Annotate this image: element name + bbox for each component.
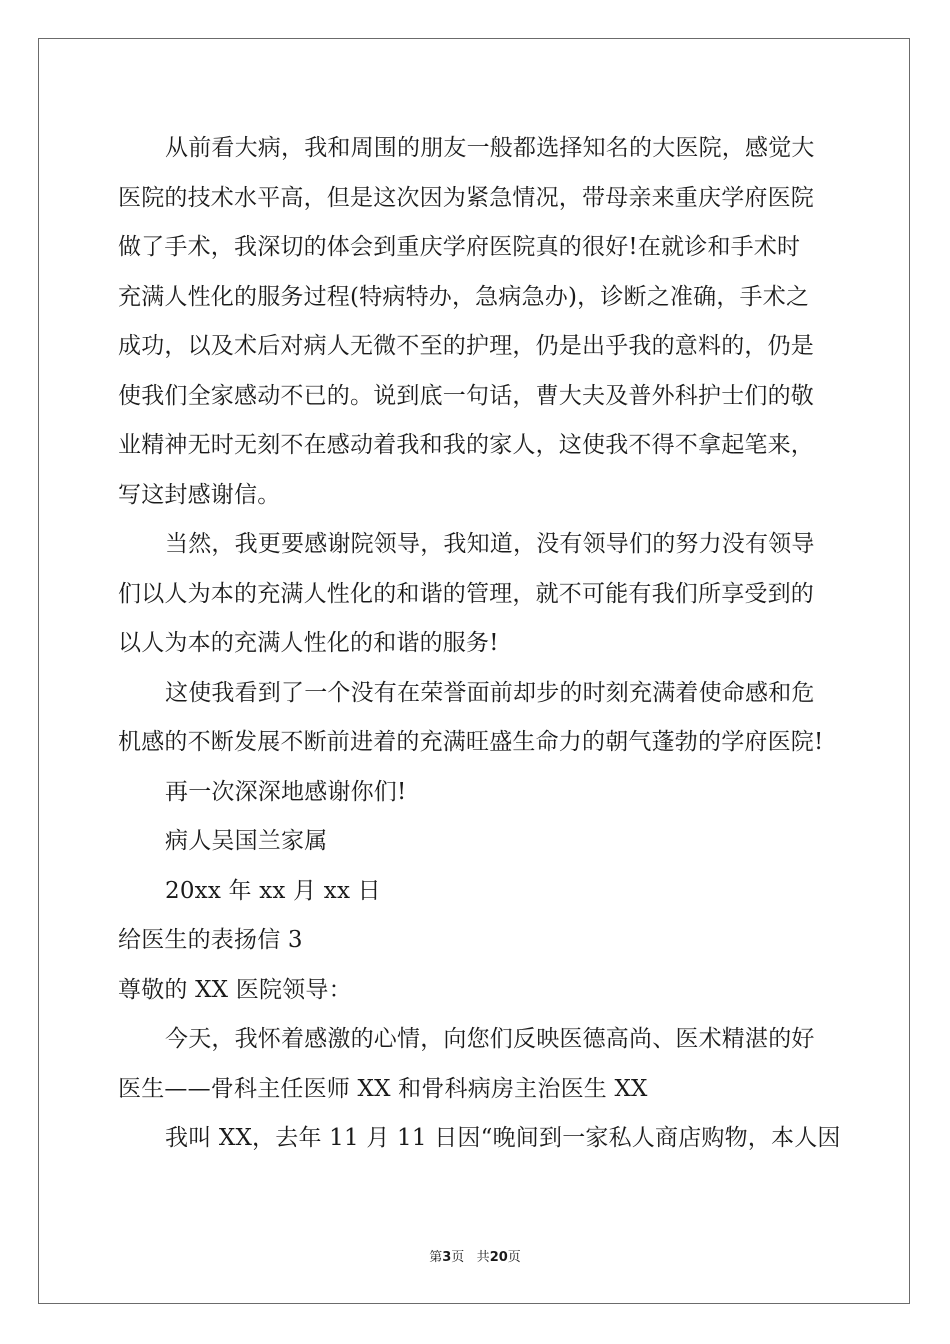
text-line: 从前看大病，我和周围的朋友一般都选择知名的大医院，感觉大 bbox=[165, 135, 815, 161]
document-body bbox=[118, 124, 841, 1164]
footer-total-prefix: 共 bbox=[476, 1250, 490, 1265]
text-line: 成功，以及术后对病人无微不至的护理，仍是出乎我的意料的，仍是 bbox=[118, 333, 814, 359]
text-line: 机感的不断发展不断前进着的充满旺盛生命力的朝气蓬勃的学府医院! bbox=[118, 729, 824, 755]
text-line: 做了手术，我深切的体会到重庆学府医院真的很好!在就诊和手术时 bbox=[118, 234, 801, 260]
text-line: 以人为本的充满人性化的和谐的服务! bbox=[118, 630, 499, 656]
text-line: 充满人性化的服务过程(特病特办，急病急办)，诊断之准确，手术之 bbox=[118, 283, 810, 310]
text-line: 今天，我怀着感激的心情，向您们反映医德高尚、医术精湛的好 bbox=[165, 1026, 815, 1052]
text-line: 写这封感谢信。 bbox=[118, 481, 281, 508]
text-line: 尊敬的 XX 医院领导： bbox=[118, 976, 352, 1003]
footer-prefix: 第 bbox=[429, 1250, 443, 1265]
text-line: 再一次深深地感谢你们! bbox=[165, 778, 407, 805]
text-line: 医生——骨科主任医师 XX 和骨科病房主治医生 XX bbox=[118, 1075, 648, 1102]
text-line: 们以人为本的充满人性化的和谐的管理，就不可能有我们所享受到的 bbox=[118, 580, 814, 607]
total-pages-number: 20 bbox=[489, 1250, 508, 1265]
text-line: 当然，我更要感谢院领导，我知道，没有领导们的努力没有领导 bbox=[165, 531, 815, 557]
text-line: 业精神无时无刻不在感动着我和我的家人，这使我不得不拿起笔来， bbox=[118, 432, 814, 458]
footer-page-unit: 页 bbox=[451, 1250, 465, 1265]
footer-total-unit: 页 bbox=[507, 1250, 521, 1265]
current-page-number: 3 bbox=[442, 1250, 452, 1265]
text-line: 20xx 年 xx 月 xx 日 bbox=[165, 877, 381, 904]
page-footer bbox=[0, 1246, 950, 1265]
text-line: 使我们全家感动不已的。说到底一句话，曹大夫及普外科护士们的敬 bbox=[118, 382, 814, 409]
text-line: 医院的技术水平高，但是这次因为紧急情况，带母亲来重庆学府医院 bbox=[118, 184, 814, 211]
text-line: 给医生的表扬信 3 bbox=[118, 927, 303, 953]
text-line: 我叫 XX，去年 11 月 11 日因“晚间到一家私人商店购物，本人因 bbox=[165, 1125, 841, 1151]
text-line: 这使我看到了一个没有在荣誉面前却步的时刻充满着使命感和危 bbox=[165, 679, 815, 706]
text-line: 病人吴国兰家属 bbox=[165, 828, 328, 854]
